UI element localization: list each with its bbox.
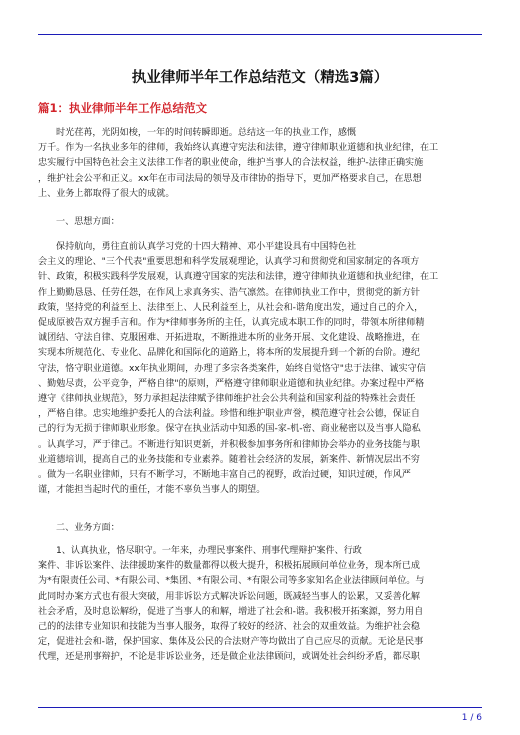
thought-line: 针、政策，积极实践科学发展观，认真遵守国家的宪法和法律，遵守律师执业道德和执业纪律，在工 <box>38 272 439 283</box>
business-line: 己的的法律专业知识和技能为当事人服务，取得了较好的经济、社会的双重效益。为维护社会稳 <box>38 622 420 633</box>
business-line: 为*有限责任公司、*有限公司、*集团、*有限公司、*有限公司等多家知名企业法律顾问单位。与 <box>38 576 425 587</box>
thought-line: 。做为一名职业律师，只有不断学习，不断地丰富自己的视野，政治过硬，知识过硬，作风严 <box>38 470 411 481</box>
thought-line: 遵守《律师执业规范》，努力承担起法律赋予律师维护社会公共利益和国家利益的特殊社会责任 <box>38 394 416 405</box>
page-number: 1 / 6 <box>461 713 482 723</box>
thought-line: 业道德培训，提高自己的业务技能和专业素养。随着社会经济的发展，新案件、新情况层出不穷 <box>38 454 420 465</box>
business-line: 此同时办案方式也有很大突破，用非诉讼方式解决诉讼问题，既减轻当事人的讼累，又妥善化解 <box>38 591 420 602</box>
thought-line: 。认真学习，严于律己。不断进行知识更新，并积极参加事务所和律师协会举办的业务技能与职 <box>38 439 420 450</box>
thought-line: 实现本所规范化、专业化、品牌化和国际化的道路上，将本所的发展提升到一个新的台阶。遵纪 <box>38 348 420 359</box>
intro-line: 时光荏苒，光阴如梭，一年的时间转瞬即逝。总结这一年的执业工作，感慨 <box>56 128 357 138</box>
thought-line: 作上勤勤恳恳、任劳任怨，在作风上求真务实、浩气凛然。在律师执业工作中，贯彻党的新方针 <box>38 287 420 298</box>
intro-line: 万千。作为一名执业多年的律师，我始终认真遵守宪法和法律，遵守律师职业道德和执业纪律，在工 <box>38 143 439 154</box>
intro-line: ，维护社会公平和正义。xx年在市司法局的领导及市律协的指导下，更加严格要求自己，在思想 <box>38 173 422 184</box>
bottom-rule <box>38 707 482 708</box>
business-line: 代理，还是刑事辩护，不论是非诉讼业务，还是做企业法律顾问，或调处社会纠纷矛盾，都尽职 <box>38 652 420 663</box>
business-line: 社会矛盾，及时息讼解纷，促进了当事人的和解，增进了社会和-谐。我积极开拓案源，努力用自 <box>38 606 424 617</box>
thought-line: 己的行为无损于律师职业形象。保守在执业活动中知悉的国-家-机-密、商业秘密以及当事人隐私 <box>38 424 421 435</box>
heading-thought: 一、思想方面： <box>56 217 120 227</box>
business-paragraph <box>38 544 484 666</box>
thought-paragraph <box>38 240 484 498</box>
business-line: 定，促进社会和-谐，保护国家、集体及公民的合法财产等均做出了自己应尽的贡献。无论是民事 <box>38 637 424 648</box>
heading-business: 二、业务方面： <box>56 523 120 533</box>
thought-line: 守法，恪守职业道德。xx年执业期间，办理了多宗各类案件，始终自觉恪守"忠于法律、诚实守信 <box>38 363 426 374</box>
thought-line: ，严格自律。忠实地维护委托人的合法利益。珍惜和维护职业声誉，模范遵守社会公德，保证自 <box>38 409 420 420</box>
thought-line: 政策，坚持党的利益至上、法律至上、人民利益至上，从社会和-谐角度出发，通过自己的介入， <box>38 302 424 313</box>
top-rule <box>38 34 482 35</box>
thought-line: 谨，才能担当起时代的重任，才能不辜负当事人的期望。 <box>38 485 266 496</box>
thought-line: 诚团结、守法自律、克服困难、开拓进取，不断推进本所的业务开展、文化建设、战略推进，在 <box>38 333 420 344</box>
intro-paragraph <box>38 126 484 202</box>
business-line: 1、认真执业，恪尽职守。一年来，办理民事案件、刑事代理辩护案件、行政 <box>56 546 362 556</box>
thought-line: 会主义的理论、"三个代表"重要思想和科学发展观理论，认真学习和贯彻党和国家制定的各项方 <box>38 257 420 268</box>
business-line: 案件、非诉讼案件、法律援助案件的数量都得以极大提升，积极拓展顾问单位业务，现本所已成 <box>38 561 420 572</box>
intro-line: 上、业务上都取得了很大的成就。 <box>38 188 175 199</box>
thought-line: 、勤勉尽责，公平竞争，严格自律"的原则，严格遵守律师职业道德和执业纪律。办案过程中严格 <box>38 378 425 389</box>
thought-line: 促成原被告双方握手言和。作为*律师事务所的主任，认真完成本职工作的同时，带领本所律师精 <box>38 318 425 329</box>
document-title: 执业律师半年工作总结范文（精选3篇） <box>131 70 389 86</box>
intro-line: 忠实履行中国特色社会主义法律工作者的职业使命，维护当事人的合法权益，维护-法律正确实施 <box>38 158 424 169</box>
section-heading: 篇1：执业律师半年工作总结范文 <box>38 101 207 115</box>
thought-line: 保持航向，勇往直前认真学习党的十四大精神、邓小平建设具有中国特色社 <box>56 242 357 252</box>
